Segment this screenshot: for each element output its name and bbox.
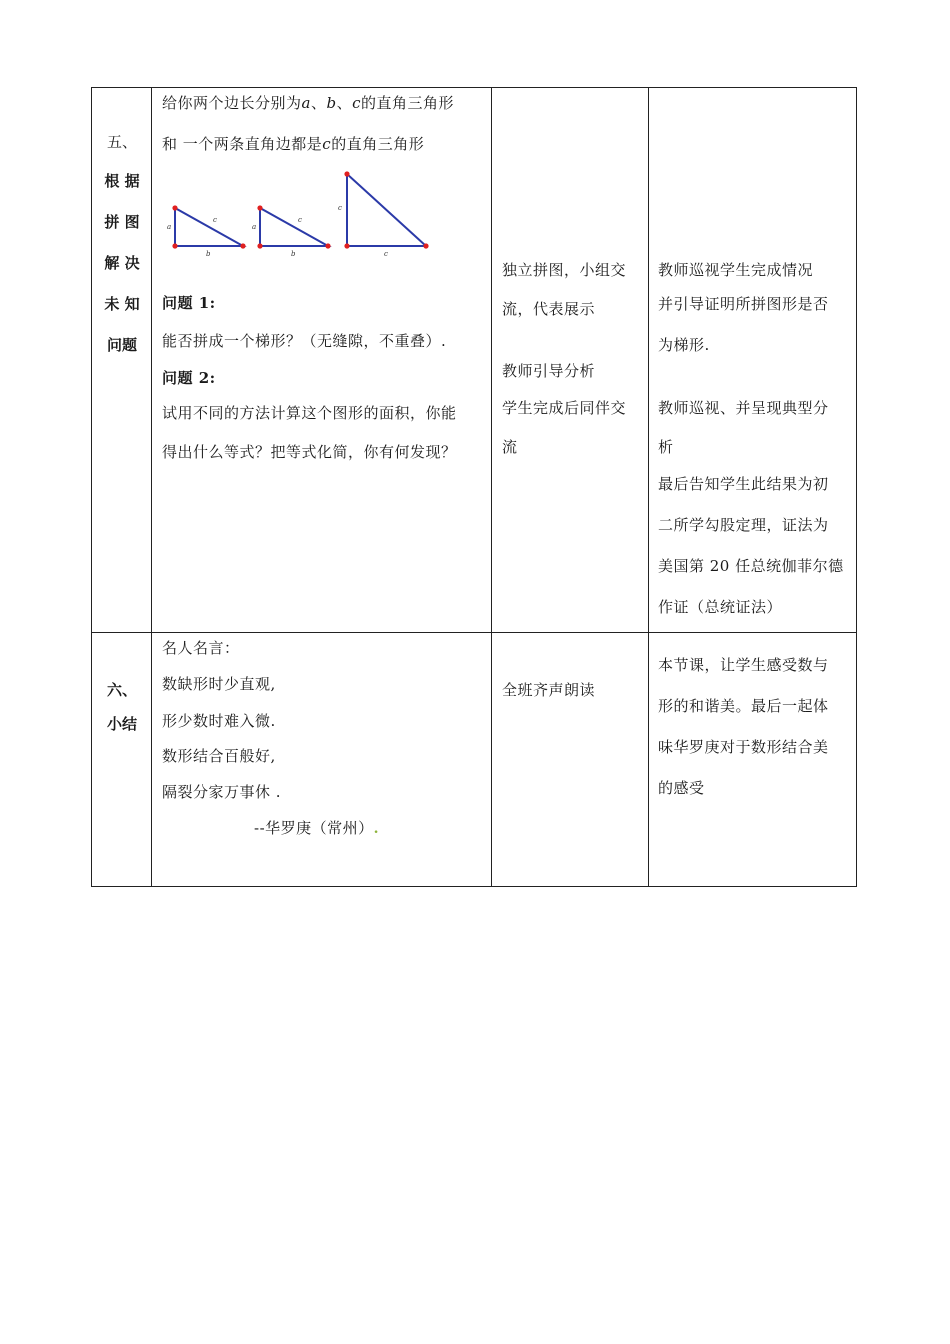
- teacher-activity-line: 形的和谐美。最后一起体: [658, 697, 829, 715]
- teacher-activity-line: 教师巡视、并呈现典型分: [658, 399, 829, 417]
- teacher-activity-line: 作证（总统证法）: [658, 598, 783, 616]
- section6-teacher-cell: [649, 633, 857, 887]
- intro-text: 给你两个边长分别为: [162, 94, 302, 112]
- section6-student-cell: [492, 633, 649, 887]
- section5-content-cell: [152, 88, 492, 633]
- separator: 、: [310, 94, 327, 112]
- teacher-activity-line: 美国第 20 任总统伽菲尔德: [658, 557, 844, 575]
- quote-line: 数缺形时少直观,: [162, 675, 276, 693]
- quote-attribution: [254, 817, 379, 838]
- section5-label-line: 问题: [106, 336, 137, 354]
- section6-label-cell: [92, 633, 152, 887]
- teacher-activity-line: 析: [658, 438, 674, 456]
- quote-line: 隔裂分家万事休 .: [162, 783, 282, 801]
- figure-label: b: [206, 250, 211, 258]
- var-c: c: [352, 94, 362, 112]
- question-2-title: 问题 2:: [162, 369, 216, 387]
- student-activity-line: 教师引导分析: [502, 362, 596, 380]
- teacher-activity-line: 味华罗庚对于数形结合美: [658, 738, 829, 756]
- section5-label-line: 未 知: [104, 295, 140, 313]
- student-activity-line: 流，代表展示: [502, 300, 596, 318]
- section6-number: 六、: [106, 681, 137, 699]
- student-activity-line: 全班齐声朗读: [502, 681, 596, 699]
- teacher-activity-line: 为梯形.: [658, 336, 710, 354]
- teacher-activity-line: 并引导证明所拼图形是否: [658, 295, 829, 313]
- figure-label: a: [167, 223, 172, 231]
- intro-line: [162, 92, 454, 113]
- var-a: a: [301, 94, 311, 112]
- triangles-figure: [161, 168, 441, 258]
- student-activity-line: 流: [502, 438, 518, 456]
- section5-label-cell: [92, 88, 152, 633]
- section5-label-line: 解 决: [104, 254, 140, 272]
- question-1-text: 能否拼成一个梯形？（无缝隙，不重叠）.: [162, 332, 447, 350]
- teacher-activity-line: 最后告知学生此结果为初: [658, 475, 829, 493]
- question-2-text: 得出什么等式？把等式化简，你有何发现？: [162, 443, 457, 461]
- teacher-activity-line: 的感受: [658, 779, 705, 797]
- separator: 、: [336, 94, 353, 112]
- figure-label: c: [384, 250, 388, 258]
- student-activity-line: 学生完成后同伴交: [502, 399, 627, 417]
- section5-label-line: 根 据: [104, 172, 140, 190]
- figure-label: c: [338, 204, 342, 212]
- teacher-activity-line: 本节课，让学生感受数与: [658, 656, 829, 674]
- figure-label: c: [298, 216, 302, 224]
- student-activity-line: 独立拼图，小组交: [502, 261, 627, 279]
- figure-label: a: [252, 223, 257, 231]
- question-1-title: 问题 1:: [162, 294, 216, 312]
- section6-row: [92, 633, 857, 887]
- section5-student-cell: [492, 88, 649, 633]
- teacher-activity-line: 二所学勾股定理，证法为: [658, 516, 829, 534]
- teacher-activity-line: 教师巡视学生完成情况: [658, 261, 814, 279]
- figure-label: b: [291, 250, 296, 258]
- section5-label-line: 拼 图: [104, 213, 140, 231]
- section6-content-cell: [152, 633, 492, 887]
- quote-line: 形少数时难入微.: [162, 712, 276, 730]
- var-c: c: [322, 135, 332, 153]
- section5-row: [92, 88, 857, 633]
- section5-teacher-cell: [649, 88, 857, 633]
- var-b: b: [326, 94, 337, 112]
- question-2-text: 试用不同的方法计算这个图形的面积，你能: [162, 404, 457, 422]
- figure-label: c: [213, 216, 217, 224]
- attribution-text: --华罗庚（常州）: [254, 819, 374, 837]
- section6-label-line: 小结: [106, 715, 137, 733]
- intro-text: 的直角三角形: [331, 135, 425, 153]
- quote-line: 数形结合百般好,: [162, 747, 276, 765]
- intro-text: 的直角三角形: [361, 94, 455, 112]
- intro-line-2: [162, 133, 424, 154]
- lesson-table: [91, 87, 857, 887]
- accent-dot: .: [373, 821, 380, 837]
- section5-number: 五、: [106, 133, 137, 151]
- triangle-2: [260, 208, 328, 246]
- triangle-3: [347, 174, 426, 246]
- intro-text: 和 一个两条直角边都是: [162, 135, 323, 153]
- triangle-1: [175, 208, 243, 246]
- quote-heading: 名人名言：: [162, 639, 240, 657]
